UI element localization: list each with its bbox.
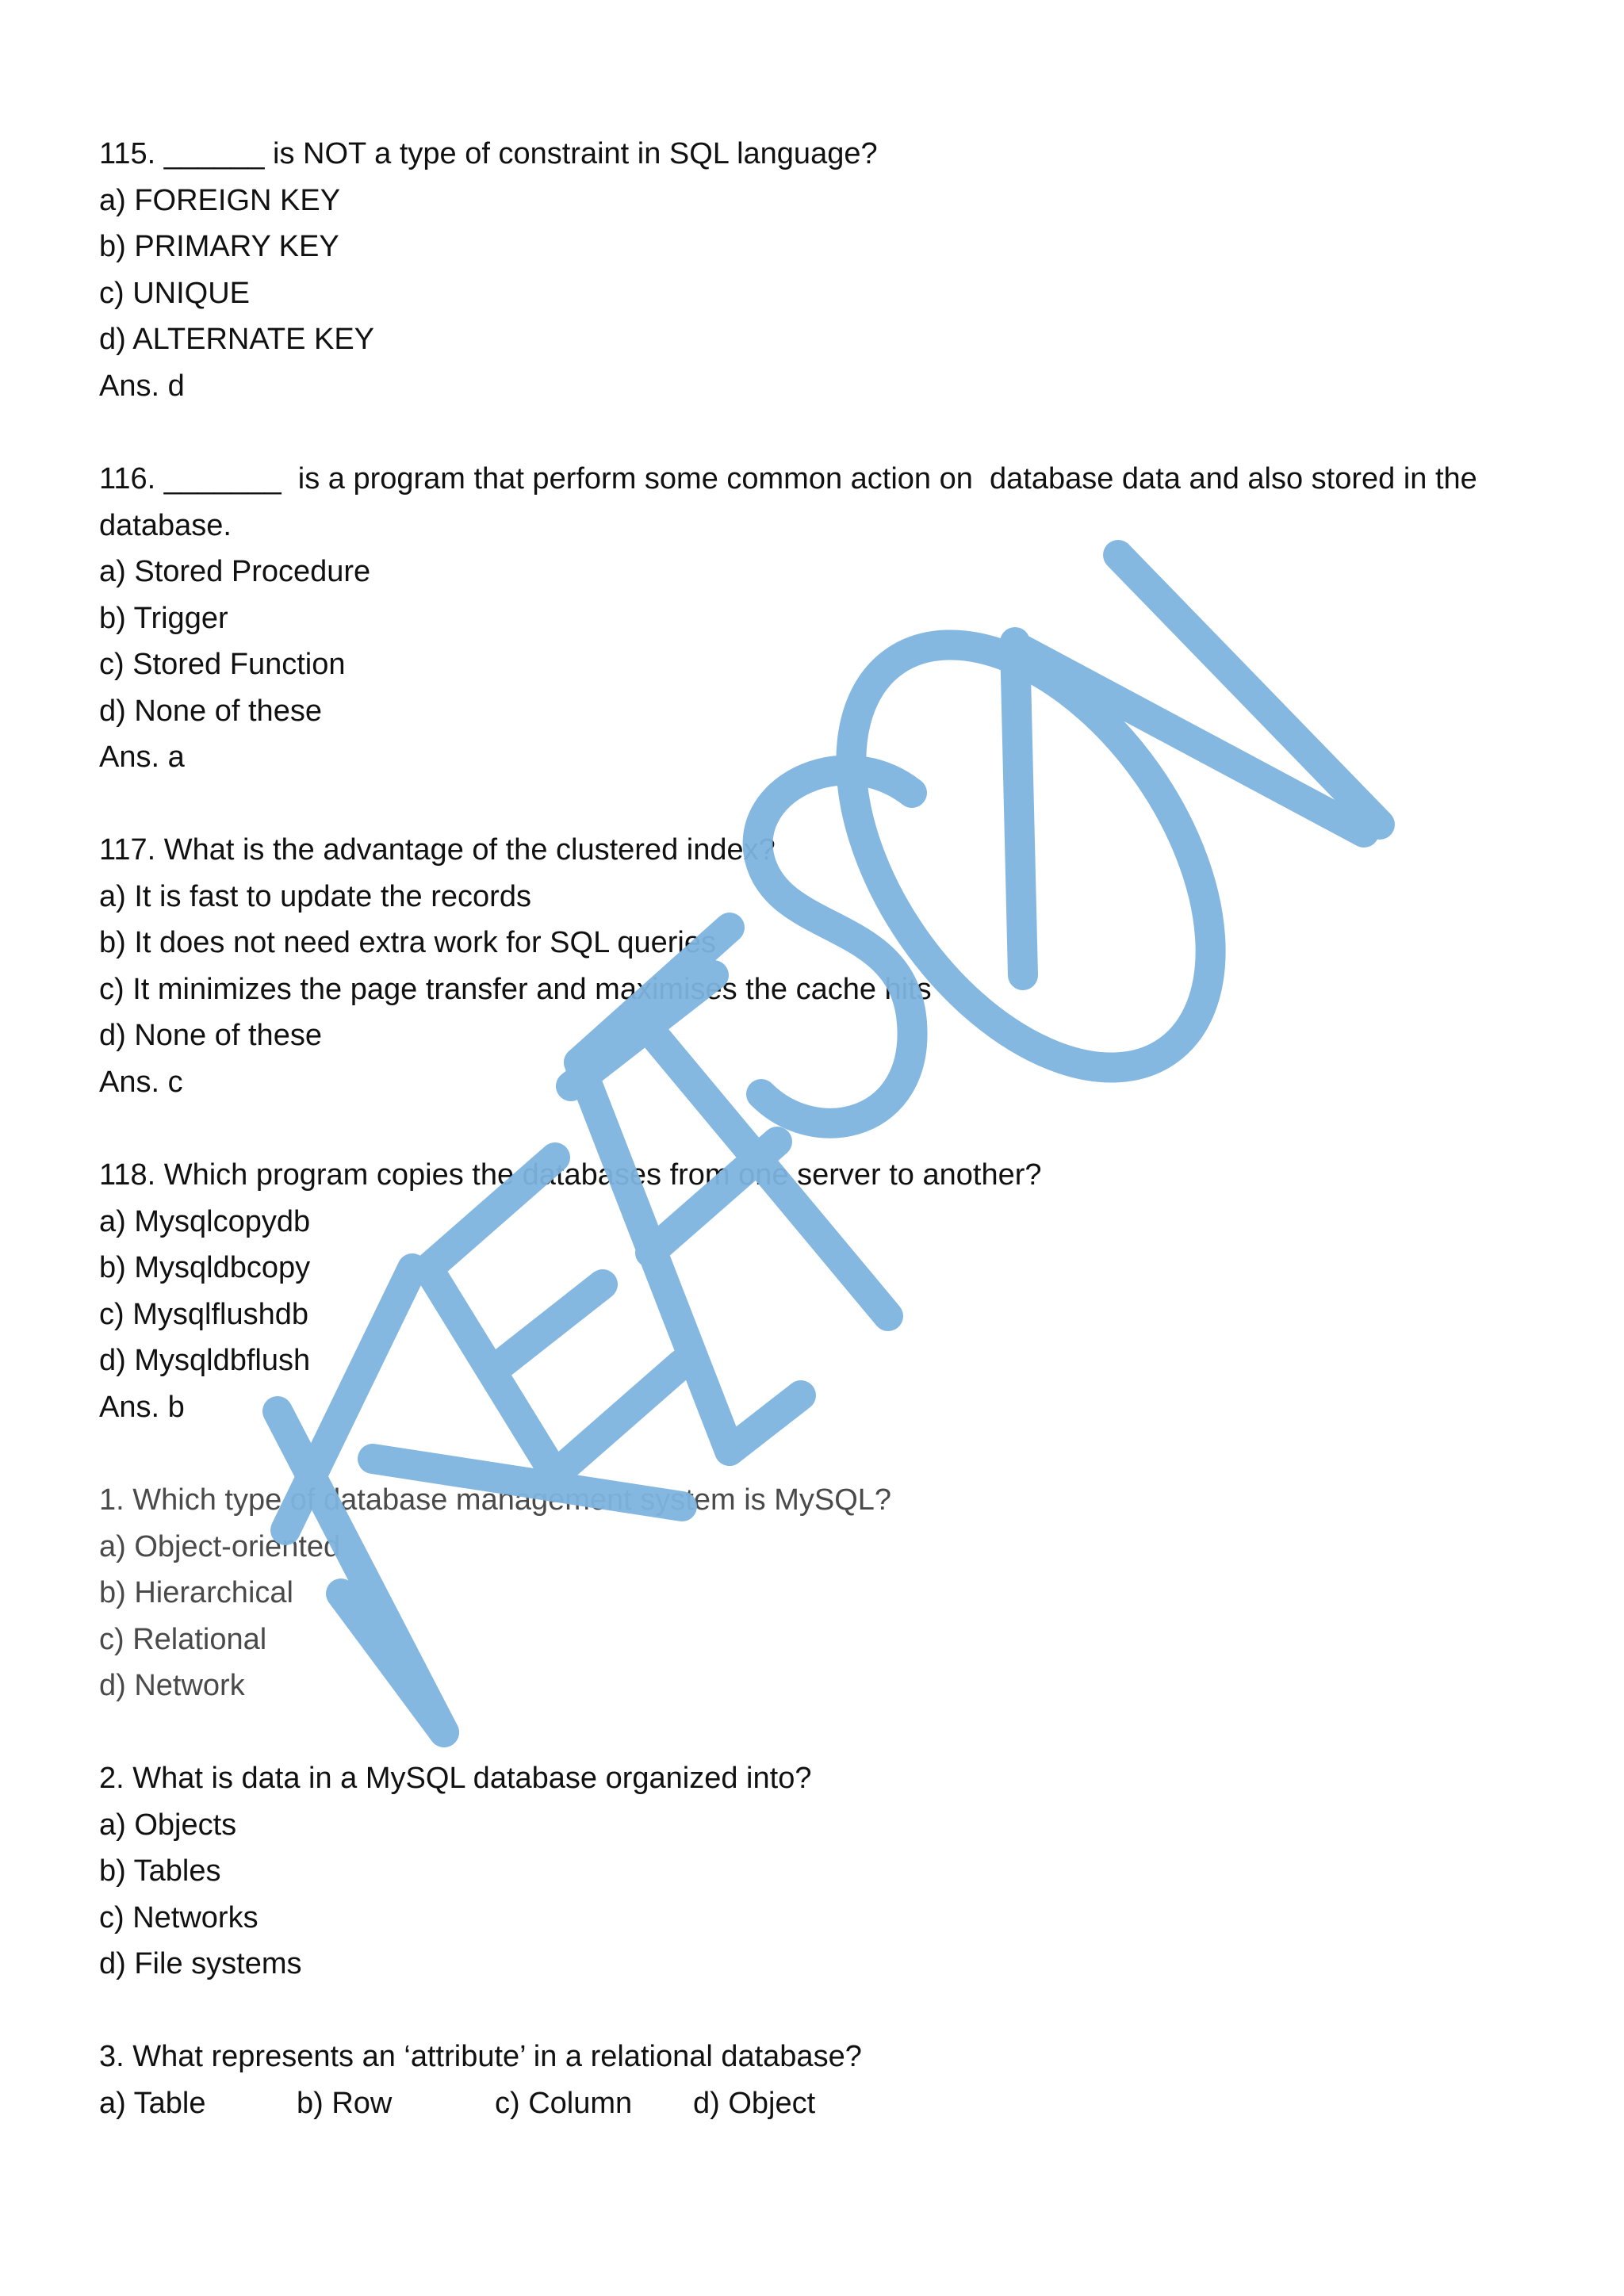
question-3-option-c: c) Column xyxy=(495,2087,633,2120)
question-117-option-c: c) It minimizes the page transfer and maximises the cache hits xyxy=(99,973,932,1006)
question-115-text: 115. ______ is NOT a type of constraint in SQL language? xyxy=(99,137,878,170)
question-1-text: 1. Which type of database management system is MySQL? xyxy=(99,1483,892,1517)
question-117-option-a: a) It is fast to update the records xyxy=(99,880,531,913)
question-3-text: 3. What represents an ‘attribute’ in a relational database? xyxy=(99,2040,862,2073)
question-2-text: 2. What is data in a MySQL database organized into? xyxy=(99,1762,812,1795)
question-116-text-cont: database. xyxy=(99,509,232,542)
question-3-option-d: d) Object xyxy=(693,2087,816,2120)
question-118-option-d: d) Mysqldbflush xyxy=(99,1344,311,1377)
question-117-option-d: d) None of these xyxy=(99,1019,322,1052)
question-1-option-a: a) Object-oriented xyxy=(99,1530,341,1563)
question-118-option-a: a) Mysqlcopydb xyxy=(99,1205,311,1238)
question-116-option-a: a) Stored Procedure xyxy=(99,555,371,588)
question-3-option-b: b) Row xyxy=(297,2087,393,2120)
question-1-option-c: c) Relational xyxy=(99,1623,267,1656)
question-2-option-a: a) Objects xyxy=(99,1808,237,1842)
question-3-option-a: a) Table xyxy=(99,2087,206,2120)
question-1-option-b: b) Hierarchical xyxy=(99,1576,293,1609)
question-116-text: 116. _______ is a program that perform some common action on database data and also stored in the xyxy=(99,462,1477,496)
question-2-option-c: c) Networks xyxy=(99,1901,259,1934)
question-118-answer: Ans. b xyxy=(99,1391,185,1424)
question-116-option-c: c) Stored Function xyxy=(99,648,346,681)
question-115-answer: Ans. d xyxy=(99,369,185,403)
question-118-option-c: c) Mysqlflushdb xyxy=(99,1298,308,1331)
question-118-text: 118. Which program copies the databases from one server to another? xyxy=(99,1158,1042,1192)
question-117-answer: Ans. c xyxy=(99,1066,183,1099)
question-118-option-b: b) Mysqldbcopy xyxy=(99,1251,311,1284)
question-115-option-c: c) UNIQUE xyxy=(99,277,250,310)
question-117-text: 117. What is the advantage of the clustered index? xyxy=(99,833,776,867)
question-117-option-b: b) It does not need extra work for SQL queries xyxy=(99,926,716,959)
question-115-option-b: b) PRIMARY KEY xyxy=(99,230,339,263)
question-116-option-b: b) Trigger xyxy=(99,602,228,635)
question-1-option-d: d) Network xyxy=(99,1669,245,1702)
question-115-option-a: a) FOREIGN KEY xyxy=(99,184,341,217)
question-115-option-d: d) ALTERNATE KEY xyxy=(99,323,375,356)
question-116-answer: Ans. a xyxy=(99,740,185,774)
question-2-option-b: b) Tables xyxy=(99,1854,221,1888)
question-116-option-d: d) None of these xyxy=(99,695,322,728)
question-2-option-d: d) File systems xyxy=(99,1947,302,1980)
